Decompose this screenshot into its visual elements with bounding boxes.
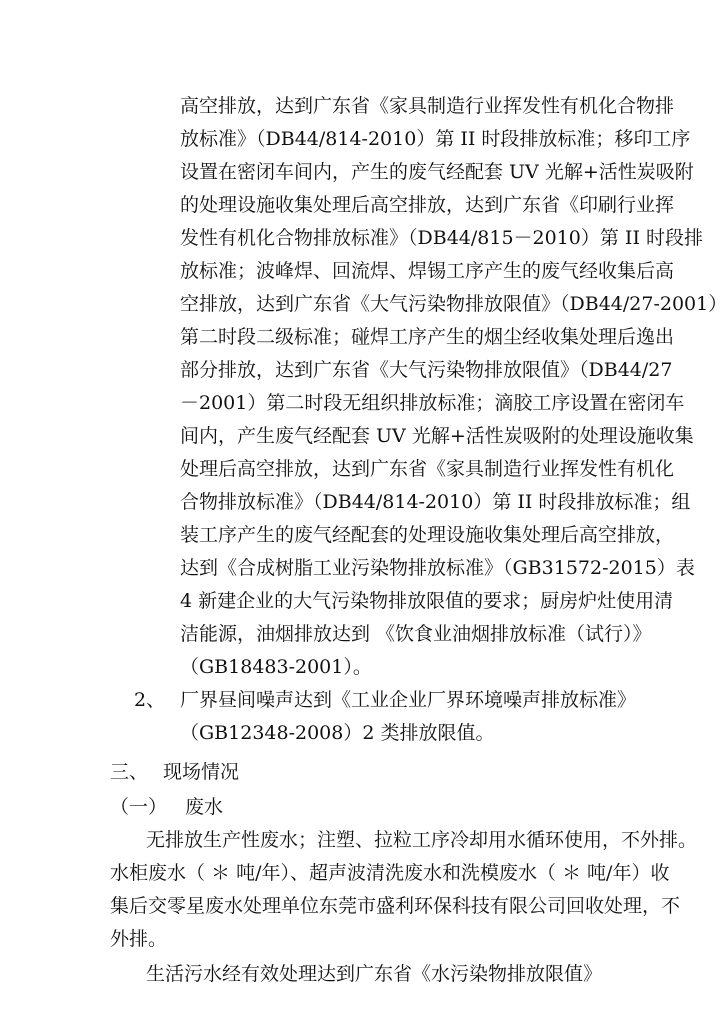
text-line: 外排。 bbox=[110, 928, 168, 950]
subsection-title: 废水 bbox=[185, 796, 224, 818]
text-line: 4 新建企业的大气污染物排放限值的要求；厨房炉灶使用清 bbox=[180, 590, 674, 612]
list-item-number: 2、 bbox=[134, 689, 166, 711]
text-line: 装工序产生的废气经配套的处理设施收集处理后高空排放， bbox=[180, 524, 675, 546]
text-line: 第二时段二级标准；碰焊工序产生的烟尘经收集处理后逸出 bbox=[180, 326, 675, 348]
text-line: （GB12348-2008）2 类排放限值。 bbox=[180, 722, 495, 744]
text-line: 部分排放，达到广东省《大气污染物排放限值》（DB44/27 bbox=[180, 359, 673, 381]
text-line: 高空排放，达到广东省《家具制造行业挥发性有机化合物排 bbox=[180, 95, 675, 117]
text-line: 厂界昼间噪声达到《工业企业厂界环境噪声排放标准》 bbox=[180, 689, 637, 711]
text-line: 间内，产生废气经配套 UV 光解+活性炭吸附的处理设施收集 bbox=[180, 425, 694, 447]
text-line: 空排放，达到广东省《大气污染物排放限值》（DB44/27-2001） bbox=[180, 293, 727, 315]
text-line: 放标准》（DB44/814-2010）第 II 时段排放标准；移印工序 bbox=[180, 128, 691, 150]
text-line: 放标准；波峰焊、回流焊、焊锡工序产生的废气经收集后高 bbox=[180, 260, 675, 282]
text-line: 设置在密闭车间内，产生的废气经配套 UV 光解+活性炭吸附 bbox=[180, 161, 694, 183]
section-title: 现场情况 bbox=[163, 761, 240, 783]
text-line: 洁能源，油烟排放达到 《饮食业油烟排放标准（试行）》 bbox=[180, 623, 652, 645]
text-line: 水柜废水（ ＊ 吨/年）、超声波清洗废水和洗模废水（ ＊ 吨/年）收 bbox=[110, 862, 670, 884]
section-number: 三、 bbox=[110, 761, 149, 783]
text-line: 无排放生产性废水；注塑、拉粒工序冷却用水循环使用，不外排。 bbox=[146, 829, 698, 851]
text-line: （GB18483-2001）。 bbox=[180, 656, 372, 678]
text-line: 发性有机化合物排放标准》（DB44/815－2010）第 II 时段排 bbox=[180, 227, 703, 249]
text-line: 合物排放标准》（DB44/814-2010）第 II 时段排放标准；组 bbox=[180, 491, 691, 513]
text-line: 生活污水经有效处理达到广东省《水污染物排放限值》 bbox=[146, 963, 603, 985]
text-line: 的处理设施收集处理后高空排放，达到广东省《印刷行业挥 bbox=[180, 194, 675, 216]
subsection-number: （一） bbox=[110, 796, 168, 818]
text-line: 集后交零星废水处理单位东莞市盛利环保科技有限公司回收处理，不 bbox=[110, 895, 681, 917]
text-line: －2001）第二时段无组织排放标准；滴胶工序设置在密闭车 bbox=[180, 392, 685, 414]
text-line: 达到《合成树脂工业污染物排放标准》（GB31572-2015）表 bbox=[180, 557, 695, 579]
text-line: 处理后高空排放，达到广东省《家具制造行业挥发性有机化 bbox=[180, 458, 675, 480]
